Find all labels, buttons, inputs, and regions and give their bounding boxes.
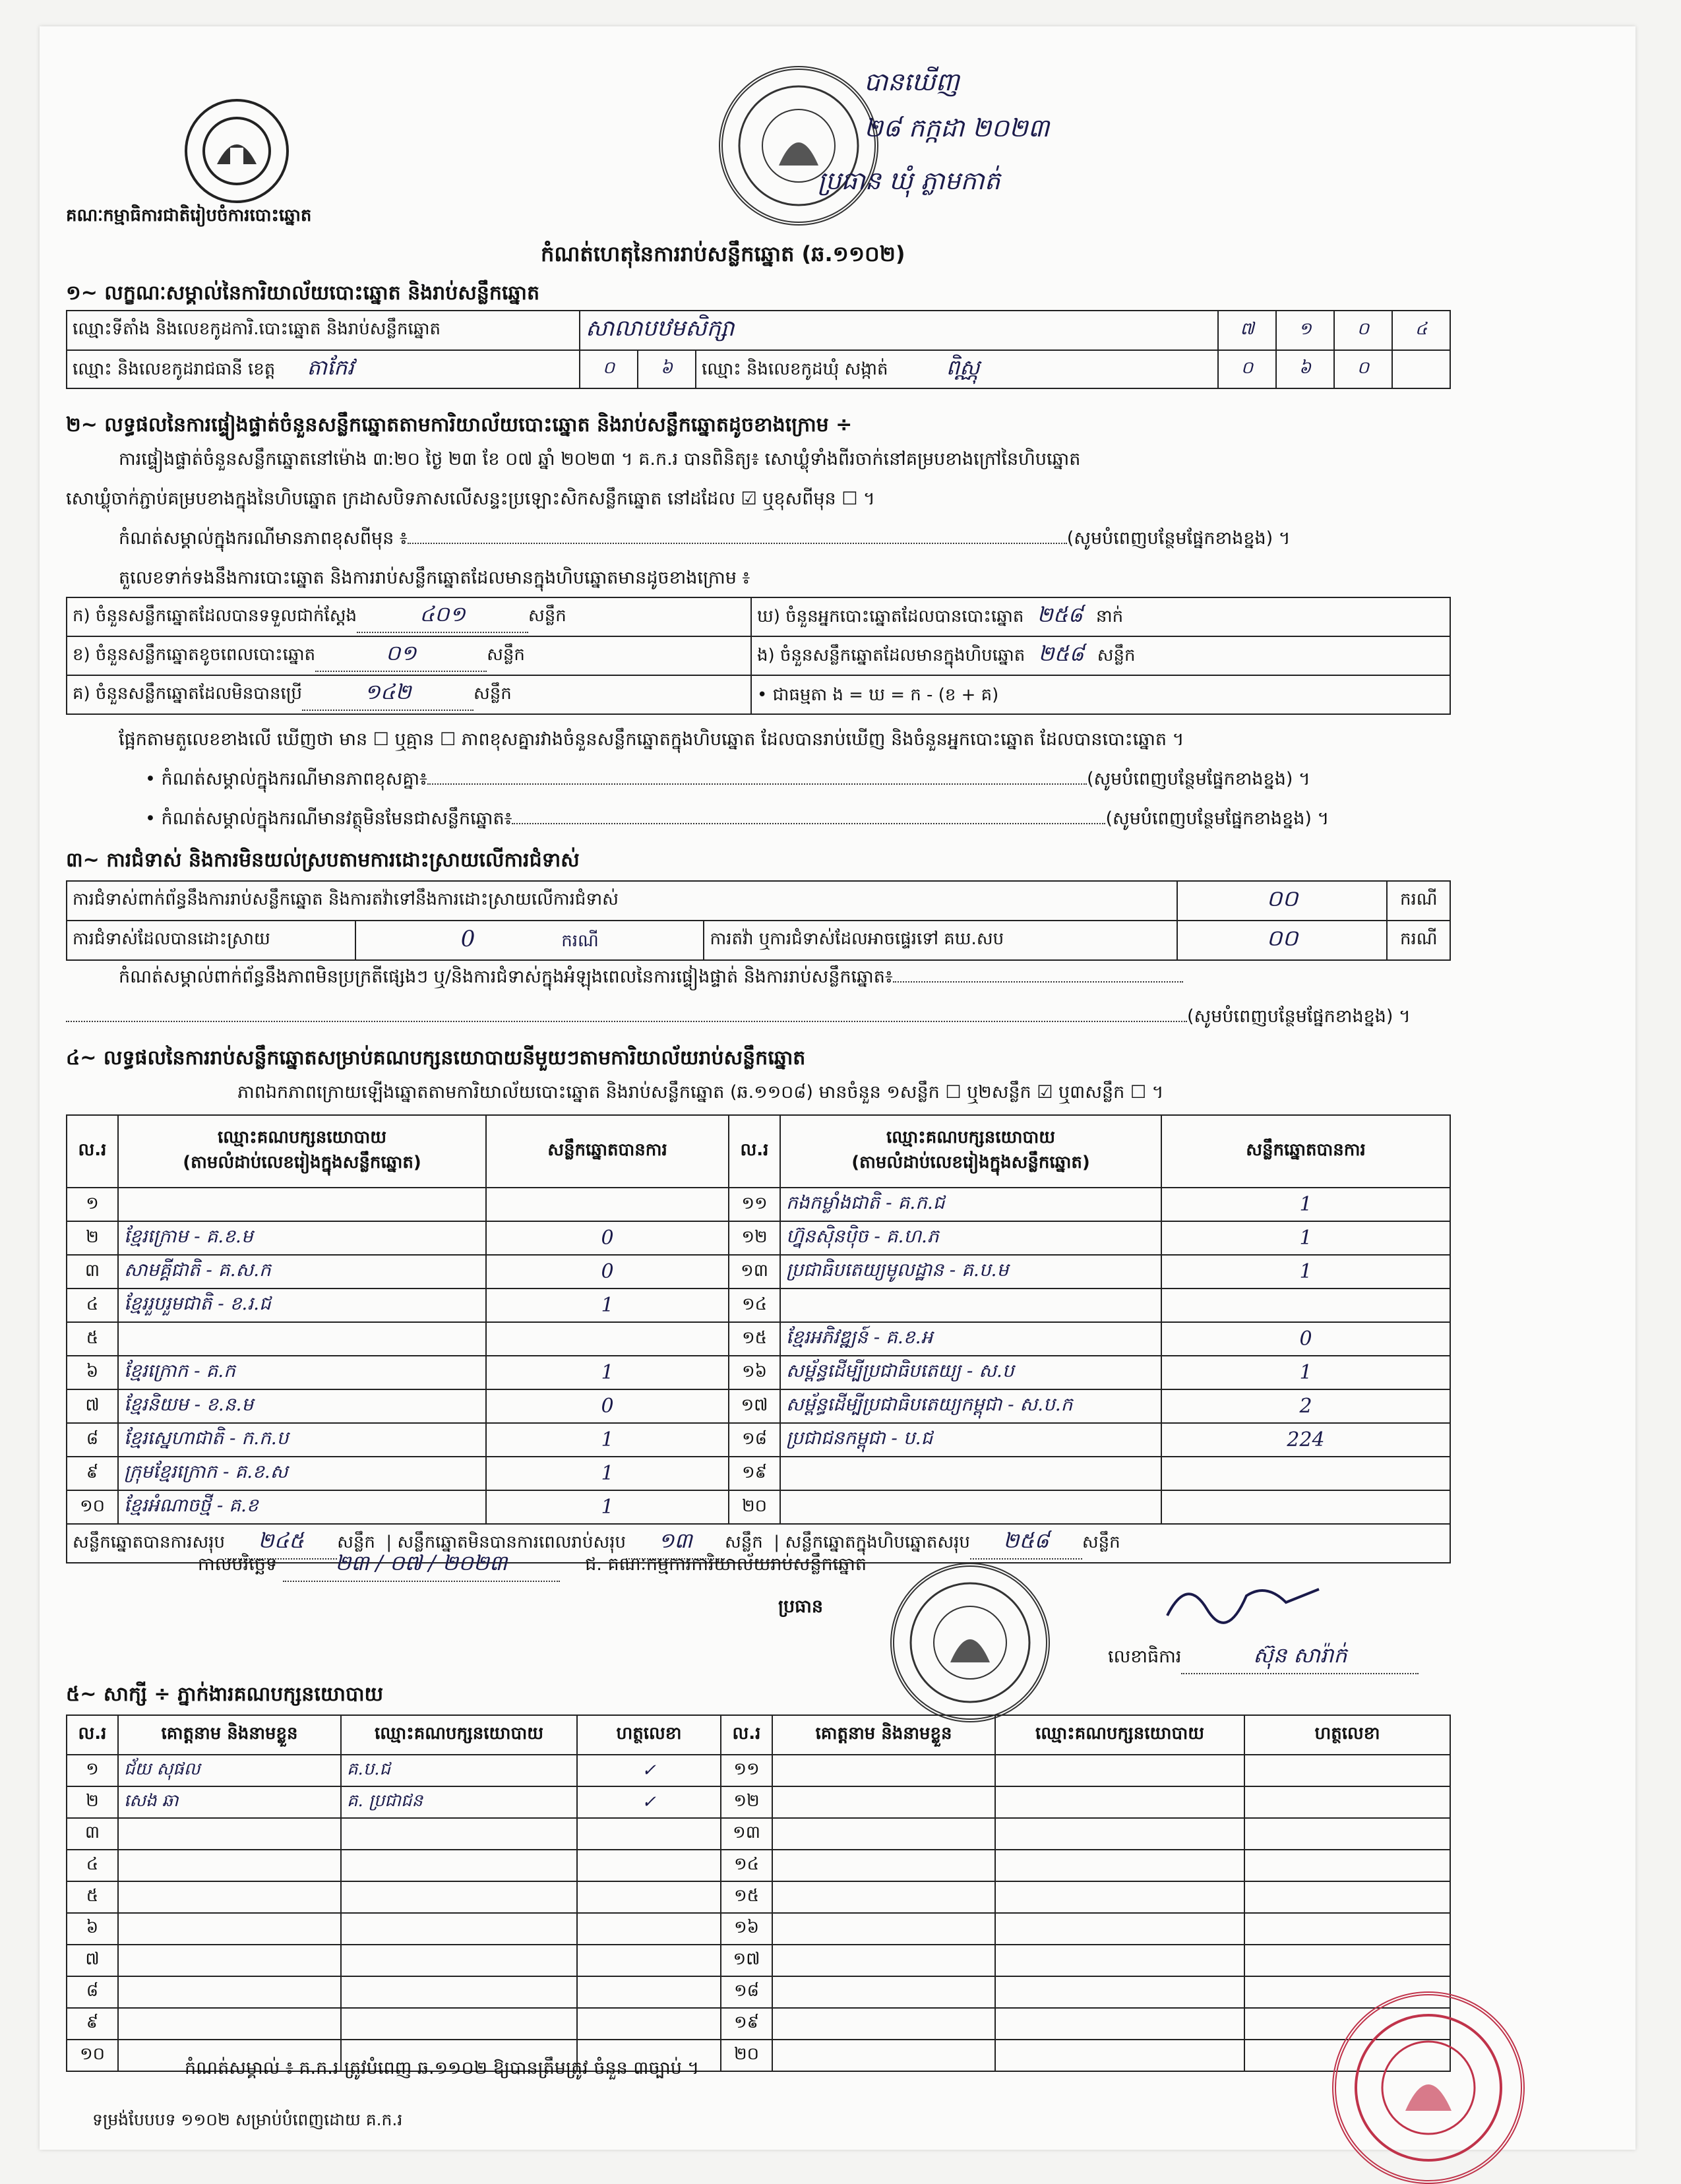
- s5-sign: [577, 1945, 721, 1976]
- s2-line3: តួលេខទាក់ទងនឹងការបោះឆ្នោត និងការរាប់សន្លឹកឆ្នោតដែលមានក្នុងហិបឆ្នោតមានដូចខាងក្រោម ៖: [119, 568, 750, 588]
- s1-code-1: ៧: [1218, 311, 1276, 350]
- s2-right-cell: ឃ) ចំនួនអ្នកបោះឆ្នោតដែលបានបោះឆ្នោត ២៥៨ នាក់: [751, 597, 1450, 636]
- s4-votes: 0: [486, 1389, 729, 1423]
- s5-name: ជ័យ សុផល: [118, 1755, 341, 1786]
- s5-no: ២: [67, 1786, 118, 1818]
- s4-party: ក្រុមខ្មែរក្រោក - គ.ខ.ស: [118, 1457, 486, 1490]
- s5-no: ១៨: [721, 1976, 772, 2008]
- s5-no: ៣: [67, 1818, 118, 1850]
- s5-sign: [1244, 1755, 1450, 1786]
- s5-party: [341, 1818, 577, 1850]
- commune-value: ពិស្ណុ: [946, 354, 980, 380]
- province-code-1: ០: [580, 350, 638, 388]
- section4-heading: ៤~ លទ្ធផលនៃការរាប់សន្លឹកឆ្នោតសម្រាប់គណបក្សនយោបាយនីមួយៗតាមការិយាល័យរាប់សន្លឹកឆ្នោត: [66, 1046, 806, 1070]
- s4-votes: 0: [486, 1221, 729, 1255]
- s4-no: ៩: [67, 1457, 118, 1490]
- s3-note: កំណត់សម្គាល់ពាក់ព័ន្ធនឹងភាពមិនប្រក្រតីផ្សេងៗ ឬ/និងការជំទាស់ក្នុងអំឡុងពេលនៃការផ្ទៀងផ្ទាត់ និងការរាប់សន្លឹកឆ្នោត៖: [119, 966, 1603, 992]
- s5-witness-row: [67, 1976, 1450, 2008]
- s5-name: [118, 1976, 341, 2008]
- s5-no: ១១: [721, 1755, 772, 1786]
- s2-note-special: កំណត់សម្គាល់ក្នុងករណីមានភាពខុសពីមុន ៖ (សូមបំពេញបន្ថែមផ្នែកខាងខ្នង) ។: [119, 528, 1291, 549]
- s4-party: ហ្វ៊ុនស៊ិនប៉ិច - គ.ហ.ភ: [780, 1221, 1161, 1255]
- s1-row2-label2: ឈ្មោះ និងលេខកូដឃុំ សង្កាត់ ពិស្ណុ: [696, 350, 1218, 388]
- s5-no: ១: [67, 1755, 118, 1786]
- s5-name: [772, 1755, 995, 1786]
- s4-no: ១៣: [729, 1255, 780, 1289]
- s2-after1: ផ្អែកតាមតួលេខខាងលើ ឃើញថា មាន ☐ ឬគ្មាន ☐ ភាពខុសគ្នារវាងចំនួនសន្លឹកឆ្នោតក្នុងហិបឆ្នោត ដែលបានរាប់ឃើញ និងចំនួនអ្នកបោះឆ្នោត ដែលបានបោះឆ្នោត ។: [119, 729, 1184, 750]
- s4-votes: 1: [486, 1423, 729, 1457]
- s4-votes: [486, 1322, 729, 1356]
- s5-name: [118, 1945, 341, 1976]
- s5-sign: [577, 1913, 721, 1945]
- province-value: តាកែវ: [307, 354, 354, 380]
- s5-sign: [1244, 1945, 1450, 1976]
- province-code-2: ៦: [638, 350, 696, 388]
- s5-col-party-l: ឈ្មោះគណបក្សនយោបាយ: [341, 1715, 577, 1755]
- s4-totals: សន្លឹកឆ្នោតបានការសរុប ២៤៥ សន្លឹក | សន្លឹកឆ្នោតមិនបានការពេលរាប់សរុប ១៣ សន្លឹក | សន្លឹកឆ្នោតក្នុងហិបឆ្នោតសរុប ២៥៨ សន្លឹក: [67, 1524, 1450, 1563]
- s5-name: សេង ឆា: [118, 1786, 341, 1818]
- commune-code-1: ០: [1218, 350, 1276, 388]
- s4-party: សាមគ្គីជាតិ - គ.ស.ក: [118, 1255, 486, 1289]
- s2-left-value: ១៤២: [302, 679, 474, 711]
- s4-party: ខ្មែរអំណាចថ្មី - គ.ខ: [118, 1490, 486, 1524]
- president-label: ប្រធាន: [778, 1596, 824, 1617]
- s3-row1-label: ការជំទាស់ពាក់ព័ន្ធនឹងការរាប់សន្លឹកឆ្នោត និងការតវ៉ាទៅនឹងការដោះស្រាយលើការជំទាស់: [67, 881, 1177, 921]
- s2-left-value: ០១: [315, 640, 487, 672]
- s4-no: ៧: [67, 1389, 118, 1423]
- s4-no: ៦: [67, 1356, 118, 1389]
- s5-sign: [577, 1818, 721, 1850]
- s4-party: ខ្មែរក្រោម - គ.ខ.ម: [118, 1221, 486, 1255]
- s4-col-votes-l: សន្លឹកឆ្នោតបានការ: [486, 1115, 729, 1188]
- s5-party: [995, 1818, 1244, 1850]
- stamp-note-2: ២៨ កក្កដា ២០២៣: [864, 113, 1050, 142]
- s1-code-3: ០: [1334, 311, 1392, 350]
- section1-table: [66, 310, 1451, 389]
- total-box: ២៥៨: [970, 1527, 1082, 1560]
- s5-party: [341, 1976, 577, 2008]
- s4-party: សម្ព័ន្ធដើម្បីប្រជាធិបតេយ្យ - ស.ប: [780, 1356, 1161, 1389]
- section4-table: [66, 1114, 1451, 1563]
- s4-votes: [1161, 1490, 1450, 1524]
- s4-no: ១០: [67, 1490, 118, 1524]
- s5-no: ៦: [67, 1913, 118, 1945]
- section2-table: [66, 597, 1451, 715]
- section5-table: [66, 1714, 1451, 2072]
- s5-no: ១៣: [721, 1818, 772, 1850]
- section2-heading: ២~ លទ្ធផលនៃការផ្ទៀងផ្ទាត់ចំនួនសន្លឹកឆ្នោតតាមការិយាល័យបោះឆ្នោត និងរាប់សន្លឹកឆ្នោតដូចខាងក្រោម ÷: [66, 413, 853, 437]
- s4-party-row: [67, 1255, 1450, 1289]
- commune-code-2: ៦: [1276, 350, 1334, 388]
- s4-votes: 224: [1161, 1423, 1450, 1457]
- s3-row2-label2: ការតវ៉ា ឬការជំទាស់ដែលអាចផ្ទេរទៅ គឃ.សប: [704, 921, 1177, 960]
- s5-sign: [1244, 1913, 1450, 1945]
- s4-votes: 1: [1161, 1356, 1450, 1389]
- s5-col-no-r: ល.រ: [721, 1715, 772, 1755]
- s4-party: ខ្មែរអភិវឌ្ឍន៍ - គ.ខ.អ: [780, 1322, 1161, 1356]
- s2-row: [67, 597, 1450, 636]
- s2-row: [67, 636, 1450, 675]
- s4-votes: [486, 1188, 729, 1221]
- s4-votes: 1: [1161, 1255, 1450, 1289]
- s1-code-2: ១: [1276, 311, 1334, 350]
- s5-sign: ✓: [577, 1755, 721, 1786]
- s5-sign: [577, 1881, 721, 1913]
- s2-line1: ការផ្ទៀងផ្ទាត់ចំនួនសន្លឹកឆ្នោតនៅម៉ោង ៣:២០ ថ្ងៃ ២៣ ខែ ០៧ ឆ្នាំ ២០២៣ ។ គ.ក.រ បានពិនិត្យ៖ សោឃ្លុំទាំងពីរចាក់នៅគម្របខាងក្រៅនៃហិបឆ្នោត: [119, 449, 1081, 470]
- s5-party: [995, 1881, 1244, 1913]
- s2-left-cell: គ) ចំនួនសន្លឹកឆ្នោតដែលមិនបានប្រើ ១៤២ សន្លឹក: [67, 675, 751, 714]
- s4-party-row: [67, 1188, 1450, 1221]
- s5-party: [341, 2008, 577, 2040]
- s5-sign: [1244, 1850, 1450, 1881]
- s1-row2-label: ឈ្មោះ និងលេខកូដរាជធានី ខេត្ត តាកែវ: [67, 350, 580, 388]
- s5-party: [341, 1850, 577, 1881]
- s5-no: ២០: [721, 2040, 772, 2071]
- s2-right-cell: ង) ចំនួនសន្លឹកឆ្នោតដែលមានក្នុងហិបឆ្នោត ២៥៨ សន្លឹក: [751, 636, 1450, 675]
- s5-sign: [577, 1976, 721, 2008]
- s4-col-votes-r: សន្លឹកឆ្នោតបានការ: [1161, 1115, 1450, 1188]
- section3-heading: ៣~ ការជំទាស់ និងការមិនយល់ស្របតាមការដោះស្រាយលើការជំទាស់: [66, 849, 580, 872]
- s5-witness-row: [67, 1913, 1450, 1945]
- s4-party-row: [67, 1490, 1450, 1524]
- s5-party: [995, 1786, 1244, 1818]
- s4-party-row: [67, 1289, 1450, 1322]
- s5-party: [995, 1850, 1244, 1881]
- s5-name: [118, 1913, 341, 1945]
- s4-line: ភាពឯកភាពក្រោយឡើងឆ្នោតតាមការិយាល័យបោះឆ្នោត និងរាប់សន្លឹកឆ្នោត (ឆ.១១០៨) មានចំនួន ១សន្លឹក ☐ ឬ២សន្លឹក ☑ ឬ៣សន្លឹក ☐ ។: [237, 1082, 1164, 1103]
- s2-line2: សោឃ្លុំចាក់ភ្ជាប់គម្របខាងក្នុងនៃហិបឆ្នោត ក្រដាសបិទភាសលើសន្ទះប្រឡោះសិកសន្លឹកឆ្នោត នៅដដែល ☑ ឬខុសពីមុន ☐ ។: [66, 489, 875, 509]
- s5-no: ១៧: [721, 1945, 772, 1976]
- s4-no: ១៤: [729, 1289, 780, 1322]
- s5-col-no-l: ល.រ: [67, 1715, 118, 1755]
- s5-name: [772, 1881, 995, 1913]
- committee-stamp: [890, 1563, 1050, 1722]
- s4-no: ៤: [67, 1289, 118, 1322]
- doc-title: កំណត់ហេតុនៃការរាប់សន្លឹកឆ្នោត (ឆ.១១០២): [541, 241, 905, 266]
- s4-party: ខ្មែរស្នេហាជាតិ - ក.ក.ប: [118, 1423, 486, 1457]
- s5-footnote: កំណត់សម្គាល់ ៖ គ.ក.រ ត្រូវបំពេញ ឆ.១១០២ ឱ្យបានត្រឹមត្រូវ ចំនួន ៣ច្បាប់ ។: [185, 2058, 700, 2078]
- s4-no: ៥: [67, 1322, 118, 1356]
- s2-row: [67, 675, 1450, 714]
- nec-logo: [185, 99, 289, 203]
- s5-no: ៤: [67, 1850, 118, 1881]
- total-valid: ២៤៥: [225, 1527, 337, 1560]
- s4-party: ខ្មែររួបរួមជាតិ - ខ.រ.ជ: [118, 1289, 486, 1322]
- commune-code-3: ០: [1334, 350, 1392, 388]
- s4-col-party-r: ឈ្មោះគណបក្សនយោបាយ (តាមលំដាប់លេខរៀងក្នុងសន្លឹកឆ្នោត): [780, 1115, 1161, 1188]
- s5-witness-row: [67, 1786, 1450, 1818]
- s5-name: [118, 2008, 341, 2040]
- s5-witness-row: [67, 1945, 1450, 1976]
- s2-right-value: ២៥៨: [1038, 641, 1084, 666]
- s4-no: ២០: [729, 1490, 780, 1524]
- s4-party-row: [67, 1356, 1450, 1389]
- s5-form-note: ទម្រង់បែបបទ ១១០២ សម្រាប់បំពេញដោយ គ.ក.រ: [92, 2110, 403, 2129]
- s4-votes: 0: [486, 1255, 729, 1289]
- document-page: [40, 26, 1635, 2150]
- s5-sign: [577, 1850, 721, 1881]
- s5-party: [995, 2008, 1244, 2040]
- s4-no: ១៦: [729, 1356, 780, 1389]
- s5-name: [118, 1881, 341, 1913]
- s4-votes: [1161, 1457, 1450, 1490]
- date-value: ២៣ / ០៧ / ២០២៣: [283, 1550, 560, 1582]
- s5-party: [341, 1913, 577, 1945]
- s5-no: ៨: [67, 1976, 118, 2008]
- stamp-note-1: បានឃើញ: [864, 67, 960, 96]
- s1-row1-label: ឈ្មោះទីតាំង និងលេខកូដការិ.បោះឆ្នោត និងរាប់សន្លឹកឆ្នោត: [67, 311, 580, 350]
- s5-witness-row: [67, 1755, 1450, 1786]
- s1-row1-value: សាលាបឋមសិក្សា: [580, 311, 1218, 350]
- s4-party: កងកម្លាំងជាតិ - គ.ក.ជ: [780, 1188, 1161, 1221]
- s5-name: [772, 1786, 995, 1818]
- s3-row2-unit: ករណី: [1387, 921, 1450, 960]
- s4-votes: 1: [1161, 1188, 1450, 1221]
- s5-name: [772, 2008, 995, 2040]
- s5-witness-row: [67, 1850, 1450, 1881]
- s1-code-4: ៤: [1392, 311, 1450, 350]
- s5-name: [118, 1818, 341, 1850]
- s4-party-row: [67, 1423, 1450, 1457]
- s5-no: ១៦: [721, 1913, 772, 1945]
- s5-no: ៧: [67, 1945, 118, 1976]
- s3-row2-value: 0 ករណី: [355, 921, 704, 960]
- s5-no: ៥: [67, 1881, 118, 1913]
- s4-party: ប្រជាជនកម្ពុជា - ប.ជ: [780, 1423, 1161, 1457]
- s3-note-line2: (សូមបំពេញបន្ថែមផ្នែកខាងខ្នង) ។: [66, 1006, 1583, 1031]
- s2-left-cell: ក) ចំនួនសន្លឹកឆ្នោតដែលបានទទួលជាក់ស្តែង ៤០១ សន្លឹក: [67, 597, 751, 636]
- s5-sign: [1244, 1786, 1450, 1818]
- s2-right-value: ២៥៨: [1037, 602, 1083, 627]
- s4-votes: 1: [1161, 1221, 1450, 1255]
- s4-no: ១៥: [729, 1322, 780, 1356]
- s5-name: [772, 1976, 995, 2008]
- s4-party: [118, 1188, 486, 1221]
- s5-name: [772, 1913, 995, 1945]
- s5-no: ៩: [67, 2008, 118, 2040]
- committee-label: ជ. គណៈកម្មការការិយាល័យរាប់សន្លឹកឆ្នោត: [585, 1554, 867, 1575]
- s5-party: [995, 1913, 1244, 1945]
- stamp-note-3: ប្រធាន ឃុំ ភ្លាមកាត់: [818, 166, 1000, 195]
- secretary-signature: [1161, 1569, 1332, 1629]
- s4-date-line: កាលបរិច្ឆេទ ២៣ / ០៧ / ២០២៣ ជ. គណៈកម្មការការិយាល័យរាប់សន្លឹកឆ្នោត: [198, 1550, 867, 1582]
- s4-no: ១៧: [729, 1389, 780, 1423]
- s3-row2-label: ការជំទាស់ដែលបានដោះស្រាយ: [67, 921, 355, 960]
- s5-col-name-l: គោត្តនាម និងនាមខ្លួន: [118, 1715, 341, 1755]
- s5-party: [995, 1976, 1244, 2008]
- s5-sign: ✓: [577, 1786, 721, 1818]
- s4-no: ៨: [67, 1423, 118, 1457]
- s4-party: ខ្មែរក្រោក - គ.ក: [118, 1356, 486, 1389]
- s4-party: [118, 1322, 486, 1356]
- s4-no: ១៩: [729, 1457, 780, 1490]
- s5-party: [995, 1755, 1244, 1786]
- s4-col-no-r: ល.រ: [729, 1115, 780, 1188]
- s4-party-row: [67, 1457, 1450, 1490]
- s5-col-name-r: គោត្តនាម និងនាមខ្លួន: [772, 1715, 995, 1755]
- section3-table: [66, 880, 1451, 961]
- s3-row2-value2: ០០: [1177, 921, 1387, 960]
- s5-party: [341, 1881, 577, 1913]
- red-official-stamp: [1332, 1991, 1525, 2184]
- s4-party-row: [67, 1221, 1450, 1255]
- s5-party: [995, 1945, 1244, 1976]
- s5-no: ១០: [67, 2040, 118, 2071]
- secretary-line: លេខាធិការ ស៊ុន សារ៉ាក់: [1108, 1642, 1419, 1674]
- s5-col-party-r: ឈ្មោះគណបក្សនយោបាយ: [995, 1715, 1244, 1755]
- s4-col-party-l: ឈ្មោះគណបក្សនយោបាយ (តាមលំដាប់លេខរៀងក្នុងសន្លឹកឆ្នោត): [118, 1115, 486, 1188]
- s5-no: ១២: [721, 1786, 772, 1818]
- s4-party-row: [67, 1322, 1450, 1356]
- s5-col-sign-r: ហត្ថលេខា: [1244, 1715, 1450, 1755]
- s5-name: [772, 1850, 995, 1881]
- s3-row1-unit: ករណី: [1387, 881, 1450, 921]
- s4-no: ១១: [729, 1188, 780, 1221]
- s2-after2: • កំណត់សម្គាល់ក្នុងករណីមានភាពខុសគ្នា៖ (សូមបំពេញបន្ថែមផ្នែកខាងខ្នង) ។: [145, 769, 1310, 789]
- s2-after3: • កំណត់សម្គាល់ក្នុងករណីមានវត្ថុមិនមែនជាសន្លឹកឆ្នោត៖ (សូមបំពេញបន្ថែមផ្នែកខាងខ្នង) ។: [145, 808, 1330, 829]
- s4-party: [780, 1490, 1161, 1524]
- s5-name: [118, 1850, 341, 1881]
- s4-no: ១៨: [729, 1423, 780, 1457]
- org-name: គណៈកម្មាធិការជាតិរៀបចំការបោះឆ្នោត: [66, 206, 312, 226]
- s4-no: ៣: [67, 1255, 118, 1289]
- s4-col-no-l: ល.រ: [67, 1115, 118, 1188]
- s4-votes: [1161, 1289, 1450, 1322]
- s4-party-row: [67, 1389, 1450, 1423]
- s5-witness-row: [67, 2008, 1450, 2040]
- s4-party: ខ្មែរនិយម - ខ.ន.ម: [118, 1389, 486, 1423]
- s5-witness-row: [67, 1818, 1450, 1850]
- s5-party: គ. ប្រជាជន: [341, 1786, 577, 1818]
- s5-sign: [577, 2008, 721, 2040]
- s4-votes: 0: [1161, 1322, 1450, 1356]
- s4-party: សម្ព័ន្ធដើម្បីប្រជាធិបតេយ្យកម្ពុជា - ស.ប.ក: [780, 1389, 1161, 1423]
- s5-sign: [1244, 1818, 1450, 1850]
- s4-party: [780, 1289, 1161, 1322]
- s5-no: ១៤: [721, 1850, 772, 1881]
- s4-no: ១២: [729, 1221, 780, 1255]
- s2-left-value: ៤០១: [357, 601, 528, 633]
- s5-name: [772, 1818, 995, 1850]
- s4-votes: 1: [486, 1356, 729, 1389]
- section5-heading: ៥~ សាក្សី ÷ ភ្នាក់ងារគណបក្សនយោបាយ: [66, 1683, 384, 1706]
- s2-right-cell: • ជាធម្មតា ង = ឃ = ក - (ខ + គ): [751, 675, 1450, 714]
- secretary-name: ស៊ុន សារ៉ាក់: [1181, 1642, 1419, 1674]
- total-invalid: ១៣: [626, 1527, 725, 1560]
- s4-votes: 1: [486, 1457, 729, 1490]
- s4-votes: 2: [1161, 1389, 1450, 1423]
- s4-no: ១: [67, 1188, 118, 1221]
- s5-no: ១៩: [721, 2008, 772, 2040]
- s5-party: [995, 2040, 1244, 2071]
- s5-sign: [1244, 1881, 1450, 1913]
- s4-party: ប្រជាធិបតេយ្យមូលដ្ឋាន - គ.ប.ម: [780, 1255, 1161, 1289]
- s2-left-cell: ខ) ចំនួនសន្លឹកឆ្នោតខូចពេលបោះឆ្នោត ០១ សន្លឹក: [67, 636, 751, 675]
- s5-party: គ.ប.ជ: [341, 1755, 577, 1786]
- s3-row1-value: ០០: [1177, 881, 1387, 921]
- s4-votes: 1: [486, 1490, 729, 1524]
- s4-party: [780, 1457, 1161, 1490]
- s5-col-sign-l: ហត្ថលេខា: [577, 1715, 721, 1755]
- s5-name: [772, 2040, 995, 2071]
- s5-witness-row: [67, 1881, 1450, 1913]
- s4-votes: 1: [486, 1289, 729, 1322]
- s5-name: [772, 1945, 995, 1976]
- s4-no: ២: [67, 1221, 118, 1255]
- s5-party: [341, 1945, 577, 1976]
- s5-no: ១៥: [721, 1881, 772, 1913]
- section1-heading: ១~ លក្ខណៈសម្គាល់នៃការិយាល័យបោះឆ្នោត និងរាប់សន្លឹកឆ្នោត: [66, 282, 540, 305]
